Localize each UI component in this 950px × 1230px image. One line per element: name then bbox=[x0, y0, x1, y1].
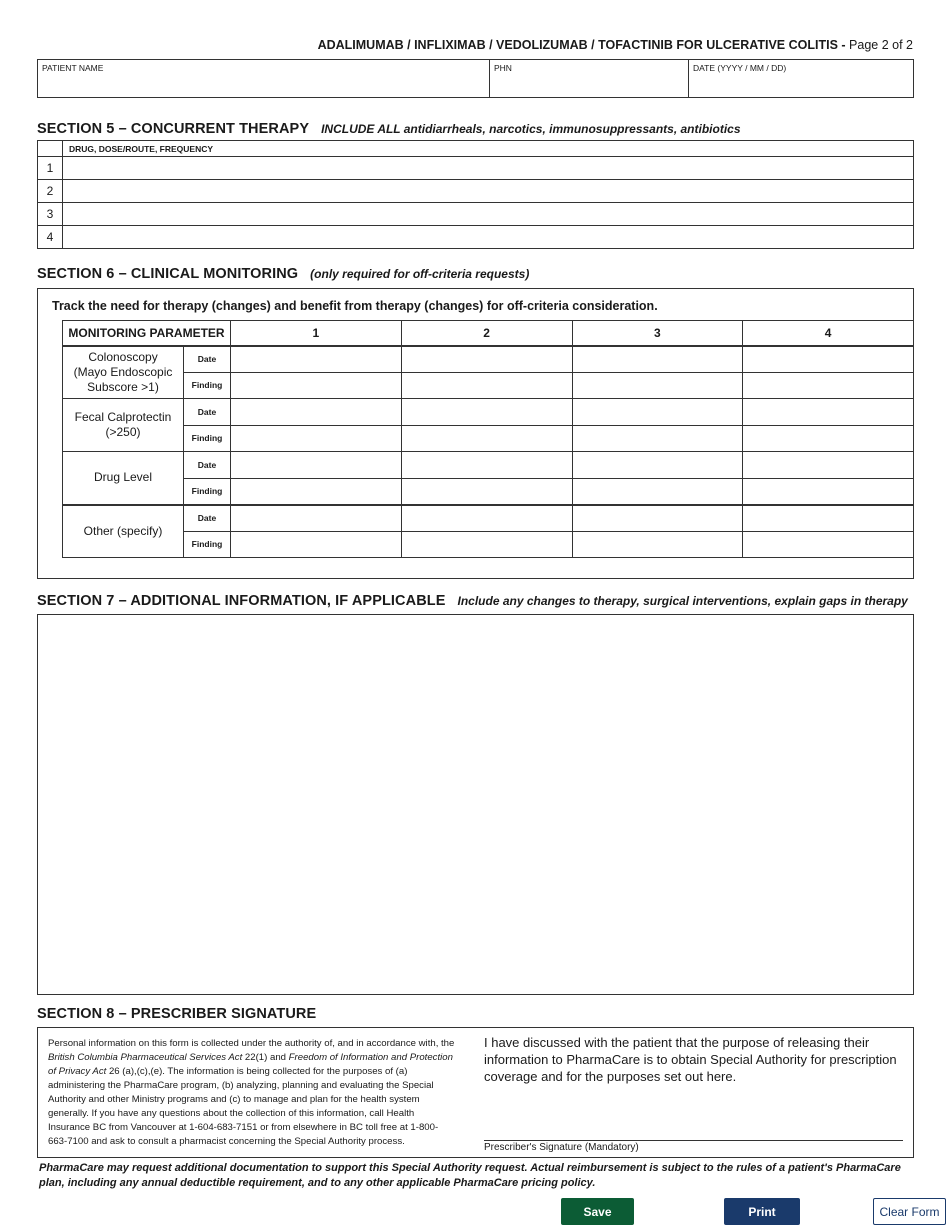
param-drug-level bbox=[63, 452, 184, 505]
privacy-text: Personal information on this form is collected under the authority of, and in accordance with, the bbox=[48, 1038, 455, 1049]
calprotectin-finding-2[interactable] bbox=[401, 425, 572, 452]
print-button[interactable]: Print bbox=[724, 1198, 800, 1225]
monitoring-intro: Track the need for therapy (changes) and benefit from therapy (changes) for off-criteria consideration. bbox=[52, 299, 658, 313]
date-label: Date bbox=[184, 452, 231, 479]
finding-label: Finding bbox=[184, 372, 231, 399]
date-label: Date bbox=[184, 505, 231, 532]
colonoscopy-finding-1[interactable] bbox=[231, 372, 402, 399]
param-colonoscopy bbox=[63, 346, 184, 399]
patient-info-box bbox=[37, 59, 914, 98]
row-number: 2 bbox=[38, 180, 63, 203]
section7-note: Include any changes to therapy, surgical interventions, explain gaps in therapy bbox=[457, 594, 908, 608]
param-fecal-calprotectin bbox=[63, 399, 184, 452]
param-line: Other (specify) bbox=[83, 523, 163, 538]
form-title bbox=[318, 38, 913, 52]
signature-line[interactable] bbox=[484, 1140, 903, 1141]
drug-level-date-4[interactable] bbox=[743, 452, 914, 479]
column-header-4: 4 bbox=[743, 321, 914, 346]
prescriber-signature-box bbox=[37, 1027, 914, 1158]
drug-input-3[interactable] bbox=[63, 203, 914, 226]
monitoring-param-header: MONITORING PARAMETER bbox=[63, 321, 231, 346]
param-line: Drug Level bbox=[93, 470, 153, 485]
other-date-1[interactable] bbox=[231, 505, 402, 532]
section5-note: INCLUDE ALL antidiarrheals, narcotics, immunosuppressants, antibiotics bbox=[321, 122, 741, 136]
table-corner bbox=[38, 141, 63, 157]
row-number: 3 bbox=[38, 203, 63, 226]
row-number: 1 bbox=[38, 157, 63, 180]
param-line: Fecal Calprotectin bbox=[74, 410, 172, 424]
colonoscopy-date-1[interactable] bbox=[231, 346, 402, 373]
drug-input-1[interactable] bbox=[63, 157, 914, 180]
date-label: Date bbox=[184, 346, 231, 373]
privacy-text: 22(1) and bbox=[242, 1052, 289, 1063]
drug-input-4[interactable] bbox=[63, 226, 914, 249]
calprotectin-date-4[interactable] bbox=[743, 399, 914, 426]
column-header-2: 2 bbox=[401, 321, 572, 346]
privacy-text: 26 (a),(c),(e). The information is being collected for the purposes of (a) administering the PharmaCare program, (b) analyzing, planning and evaluating the Special Authority and other Ministry programs and (c) to manage and plan for the health system generally. If you have any questions about the collection of this information, call Health Insurance BC from Vancouver at 1-604-683-7151 or from elsewhere in BC toll free at 1-800-663-7100 and ask to consult a pharmacist concerning the Special Authority process. bbox=[48, 1066, 439, 1147]
privacy-notice bbox=[48, 1037, 456, 1149]
calprotectin-date-2[interactable] bbox=[401, 399, 572, 426]
save-button[interactable]: Save bbox=[561, 1198, 634, 1225]
calprotectin-date-1[interactable] bbox=[231, 399, 402, 426]
param-line: (Mayo Endoscopic bbox=[73, 364, 173, 379]
additional-info-textarea[interactable] bbox=[37, 614, 914, 995]
section8-title: SECTION 8 – PRESCRIBER SIGNATURE bbox=[37, 1006, 317, 1022]
other-date-4[interactable] bbox=[743, 505, 914, 532]
drug-column-header: DRUG, DOSE/ROUTE, FREQUENCY bbox=[63, 141, 914, 157]
calprotectin-finding-1[interactable] bbox=[231, 425, 402, 452]
section5-title: SECTION 5 – CONCURRENT THERAPY bbox=[37, 121, 310, 137]
privacy-act-name: British Columbia Pharmaceutical Services Act bbox=[48, 1052, 243, 1063]
section8-heading bbox=[37, 1006, 316, 1022]
row-number: 4 bbox=[38, 226, 63, 249]
page-indicator: Page 2 of 2 bbox=[849, 38, 913, 52]
form-title-text: ADALIMUMAB / INFLIXIMAB / VEDOLIZUMAB / TOFACTINIB FOR ULCERATIVE COLITIS - bbox=[317, 38, 846, 52]
privacy-act-name: Freedom of Information and Protection of Privacy Act bbox=[48, 1052, 453, 1077]
drug-input-2[interactable] bbox=[63, 180, 914, 203]
monitoring-table bbox=[62, 320, 914, 558]
colonoscopy-date-3[interactable] bbox=[572, 346, 743, 373]
section6-heading bbox=[37, 266, 529, 282]
other-finding-1[interactable] bbox=[231, 531, 402, 558]
footnote: PharmaCare may request additional documentation to support this Special Authority request. Actual reimbursement is subject to the rules of a patient's PharmaCare plan, including any annual deductible requirement, and to any other applicable PharmaCare pricing policy. bbox=[39, 1162, 901, 1189]
drug-level-finding-1[interactable] bbox=[231, 478, 402, 505]
concurrent-therapy-table bbox=[37, 140, 914, 249]
drug-level-date-1[interactable] bbox=[231, 452, 402, 479]
patient-name-field[interactable] bbox=[38, 60, 490, 97]
date-field[interactable] bbox=[689, 60, 913, 97]
colonoscopy-finding-2[interactable] bbox=[401, 372, 572, 399]
section6-title: SECTION 6 – CLINICAL MONITORING bbox=[37, 266, 299, 282]
param-other bbox=[63, 505, 184, 558]
param-line: Subscore >1) bbox=[87, 379, 159, 394]
clear-form-button[interactable]: Clear Form bbox=[873, 1198, 946, 1225]
colonoscopy-finding-4[interactable] bbox=[743, 372, 914, 399]
drug-level-finding-4[interactable] bbox=[743, 478, 914, 505]
drug-level-date-2[interactable] bbox=[401, 452, 572, 479]
phn-field[interactable] bbox=[490, 60, 689, 97]
section7-heading bbox=[37, 593, 908, 609]
finding-label: Finding bbox=[184, 478, 231, 505]
colonoscopy-finding-3[interactable] bbox=[572, 372, 743, 399]
date-label: Date bbox=[184, 399, 231, 426]
drug-level-date-3[interactable] bbox=[572, 452, 743, 479]
section5-heading bbox=[37, 121, 741, 137]
calprotectin-date-3[interactable] bbox=[572, 399, 743, 426]
column-header-1: 1 bbox=[231, 321, 402, 346]
date-label: DATE (YYYY / MM / DD) bbox=[693, 63, 787, 73]
colonoscopy-date-2[interactable] bbox=[401, 346, 572, 373]
param-line: Colonoscopy bbox=[88, 349, 158, 364]
other-finding-3[interactable] bbox=[572, 531, 743, 558]
other-finding-4[interactable] bbox=[743, 531, 914, 558]
section6-note: (only required for off-criteria requests) bbox=[310, 267, 530, 281]
patient-name-label: PATIENT NAME bbox=[42, 63, 104, 73]
finding-label: Finding bbox=[184, 531, 231, 558]
section7-title: SECTION 7 – ADDITIONAL INFORMATION, IF APPLICABLE bbox=[37, 593, 446, 609]
phn-label: PHN bbox=[494, 63, 512, 73]
other-finding-2[interactable] bbox=[401, 531, 572, 558]
param-line: (>250) bbox=[105, 425, 141, 439]
colonoscopy-date-4[interactable] bbox=[743, 346, 914, 373]
finding-label: Finding bbox=[184, 425, 231, 452]
column-header-3: 3 bbox=[572, 321, 743, 346]
other-date-2[interactable] bbox=[401, 505, 572, 532]
drug-level-finding-3[interactable] bbox=[572, 478, 743, 505]
attestation-text: I have discussed with the patient that the purpose of releasing their information to PharmaCare is to obtain Special Authority for prescription coverage and for the purposes set out here. bbox=[484, 1035, 897, 1084]
calprotectin-finding-4[interactable] bbox=[743, 425, 914, 452]
other-date-3[interactable] bbox=[572, 505, 743, 532]
signature-label: Prescriber's Signature (Mandatory) bbox=[484, 1142, 639, 1153]
drug-level-finding-2[interactable] bbox=[401, 478, 572, 505]
calprotectin-finding-3[interactable] bbox=[572, 425, 743, 452]
